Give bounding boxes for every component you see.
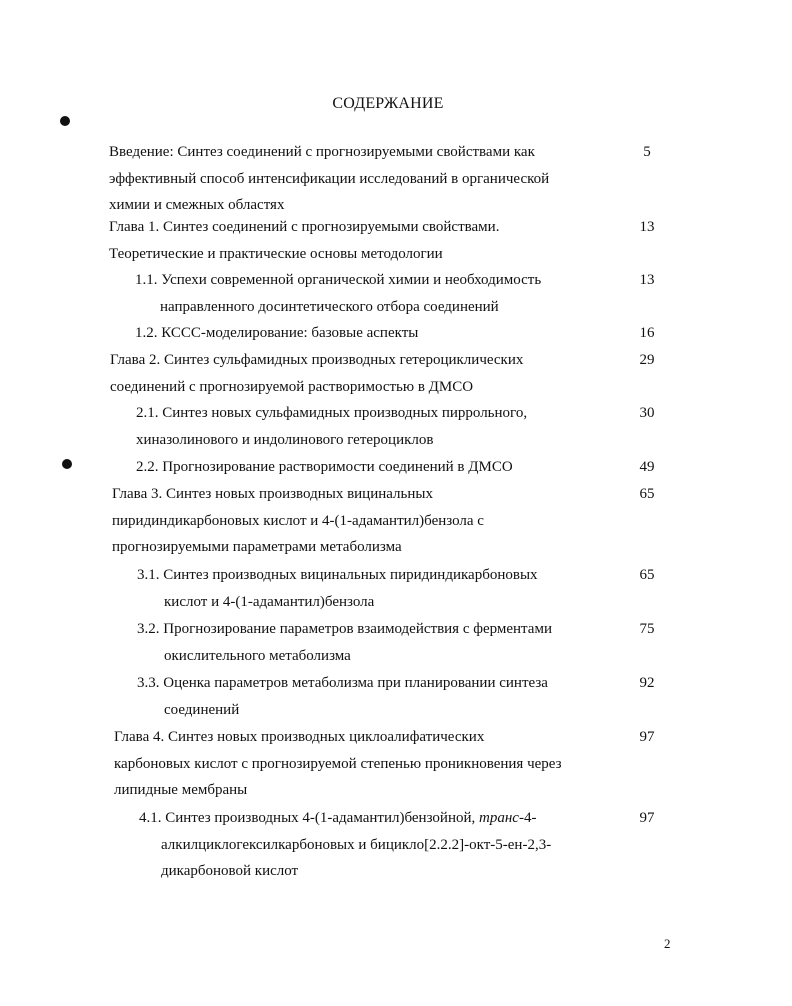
toc-entry-line: карбоновых кислот с прогнозируемой степенью проникновения через [114, 755, 562, 772]
toc-page-number: 13 [639, 219, 655, 235]
toc-page-number: 97 [639, 810, 655, 826]
toc-entry-section-2-2 [136, 454, 513, 481]
toc-entry-line: пиридиндикарбоновых кислот и 4-(1-адамантил)бензола с [112, 512, 484, 529]
toc-entry-line: Глава 2. Синтез сульфамидных производных гетероциклических [110, 352, 524, 368]
toc-entry-line: Глава 4. Синтез новых производных циклоалифатических [114, 729, 485, 745]
toc-page-number: 30 [639, 405, 655, 421]
toc-entry-section-1-2 [135, 320, 418, 347]
toc-entry-line: окислительного метаболизма [164, 647, 351, 664]
toc-page-number: 97 [639, 729, 655, 745]
toc-entry-line: эффективный способ интенсификации исследований в органической [109, 170, 550, 187]
toc-entry-line: прогнозируемыми параметрами метаболизма [112, 539, 402, 555]
toc-page-number: 16 [639, 325, 655, 341]
toc-entry-line: 3.1. Синтез производных вицинальных пиридиндикарбоновых [137, 567, 538, 583]
toc-entry-line: 3.3. Оценка параметров метаболизма при планировании синтеза [137, 675, 548, 691]
page-number: 2 [664, 936, 671, 951]
toc-page-number: 65 [639, 567, 655, 583]
toc-entry-line: хиназолинового и индолинового гетероциклов [136, 431, 434, 448]
toc-entry-section-4-1 [139, 805, 551, 885]
toc-page-number: 75 [639, 621, 655, 637]
toc-entry-chapter-1 [109, 214, 499, 267]
binder-hole-mark [60, 116, 70, 126]
toc-entry-section-1-1 [135, 267, 541, 320]
toc-entry-line: 1.2. КССС-моделирование: базовые аспекты [135, 325, 419, 341]
toc-page-number: 92 [639, 675, 655, 691]
toc-entry-section-3-2 [137, 616, 552, 669]
toc-page-number: 13 [639, 272, 655, 288]
toc-page-number: 5 [643, 144, 651, 160]
toc-entry-line: Теоретические и практические основы методологии [109, 245, 443, 262]
toc-entry-line: липидные мембраны [114, 782, 248, 798]
toc-entry-introduction [109, 139, 549, 219]
toc-page-number: 29 [639, 352, 655, 368]
toc-entry-line: 2.1. Синтез новых сульфамидных производных пиррольного, [136, 405, 528, 421]
toc-entry-line: 1.1. Успехи современной органической химии и необходимость [135, 272, 542, 288]
toc-entry-text: 4.1. Синтез производных 4-(1-адамантил)бензойной, [139, 810, 480, 826]
toc-entry-line [139, 805, 551, 832]
toc-entry-line: соединений [164, 701, 240, 718]
toc-entry-line: алкилциклогексилкарбоновых и бицикло[2.2.2]-окт-5-ен-2,3- [161, 836, 552, 853]
toc-entry-chapter-3 [112, 481, 484, 561]
toc-entry-line: дикарбоновой кислот [161, 863, 299, 879]
toc-entry-text: -4- [518, 810, 537, 826]
toc-entry-section-2-1 [136, 400, 527, 453]
toc-entry-line: кислот и 4-(1-адамантил)бензола [164, 593, 375, 610]
toc-entry-section-3-1 [137, 562, 538, 615]
page-title: СОДЕРЖАНИЕ [332, 95, 444, 112]
italic-term: транс [479, 810, 519, 826]
toc-entry-chapter-4 [114, 724, 562, 804]
toc-page-number: 49 [639, 459, 655, 475]
toc-entry-line: химии и смежных областях [109, 197, 285, 213]
toc-entry-line: Глава 1. Синтез соединений с прогнозируемыми свойствами. [109, 219, 500, 235]
toc-entry-line: 3.2. Прогнозирование параметров взаимодействия с ферментами [137, 621, 552, 637]
toc-entry-line: 2.2. Прогнозирование растворимости соединений в ДМСО [136, 459, 513, 475]
toc-entry-line: соединений с прогнозируемой растворимостью в ДМСО [110, 378, 474, 395]
binder-hole-mark [62, 459, 72, 469]
toc-page-number: 65 [639, 486, 655, 502]
toc-entry-line: направленного досинтетического отбора соединений [160, 298, 499, 315]
toc-entry-line: Введение: Синтез соединений с прогнозируемыми свойствами как [109, 144, 535, 160]
toc-entry-section-3-3 [137, 670, 548, 723]
toc-entry-chapter-2 [110, 347, 523, 400]
toc-entry-line: Глава 3. Синтез новых производных вицинальных [112, 486, 433, 502]
